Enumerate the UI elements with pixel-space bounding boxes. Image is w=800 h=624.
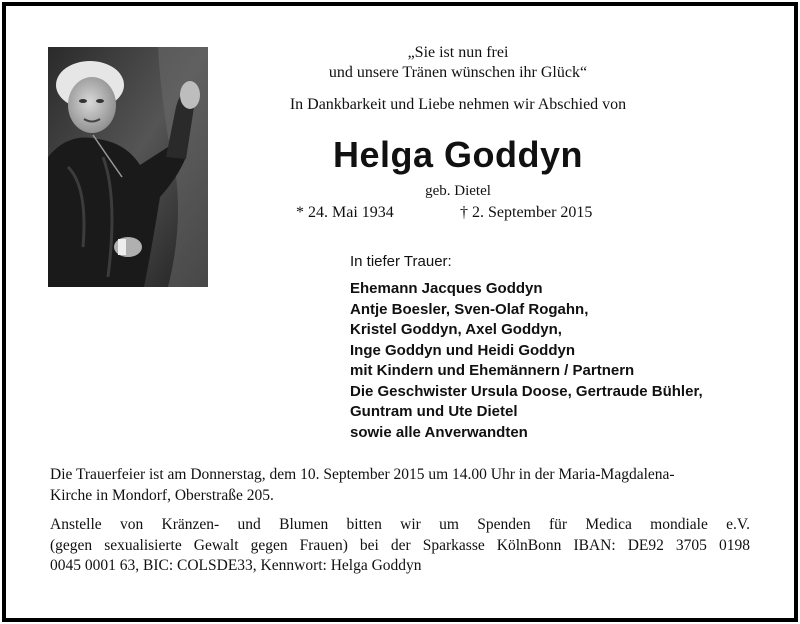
birth-date: * 24. Mai 1934	[296, 204, 394, 221]
deceased-name: Helga Goddyn	[332, 134, 584, 175]
quote-line-1: „Sie ist nun frei	[407, 44, 509, 61]
donation-line-3: 0045 0001 63, BIC: COLSDE33, Kennwort: Helga Goddyn	[50, 557, 422, 574]
mourner-line: Kristel Goddyn, Axel Goddyn,	[350, 321, 562, 338]
mourner-line: Ehemann Jacques Goddyn	[350, 280, 543, 297]
maiden-name: geb. Dietel	[425, 183, 491, 199]
mourner-line: Inge Goddyn und Heidi Goddyn	[350, 341, 575, 359]
service-line-1: Die Trauerfeier ist am Donnerstag, dem 10. September 2015 um 14.00 Uhr in der Maria-Magdalena-	[50, 466, 675, 483]
mourners-list	[350, 279, 703, 443]
donation-line-2: (gegen sexualisierte Gewalt gegen Frauen) bei der Sparkasse KölnBonn IBAN: DE92 3705 0198	[50, 536, 750, 554]
intro-text: In Dankbarkeit und Liebe nehmen wir Abschied von	[289, 96, 627, 113]
donation-line-1: Anstelle von Kränzen- und Blumen bitten wir um Spenden für Medica mondiale e.V.	[50, 516, 750, 533]
mourning-label: In tiefer Trauer:	[350, 253, 452, 270]
mourner-line: Guntram und Ute Dietel	[350, 403, 518, 420]
portrait-photo	[48, 47, 208, 287]
mourner-line: Die Geschwister Ursula Doose, Gertraude Bühler,	[350, 382, 703, 400]
quote-line-2: und unsere Tränen wünschen ihr Glück“	[328, 64, 588, 81]
service-line-2: Kirche in Mondorf, Oberstraße 205.	[50, 486, 274, 504]
mourner-line: mit Kindern und Ehemännern / Partnern	[350, 362, 635, 379]
service-paragraph	[50, 465, 750, 506]
death-date: † 2. September 2015	[460, 204, 593, 221]
mourner-line: sowie alle Anverwandten	[350, 423, 528, 441]
mourner-line: Antje Boesler, Sven-Olaf Rogahn,	[350, 300, 589, 318]
donation-paragraph	[50, 515, 750, 577]
